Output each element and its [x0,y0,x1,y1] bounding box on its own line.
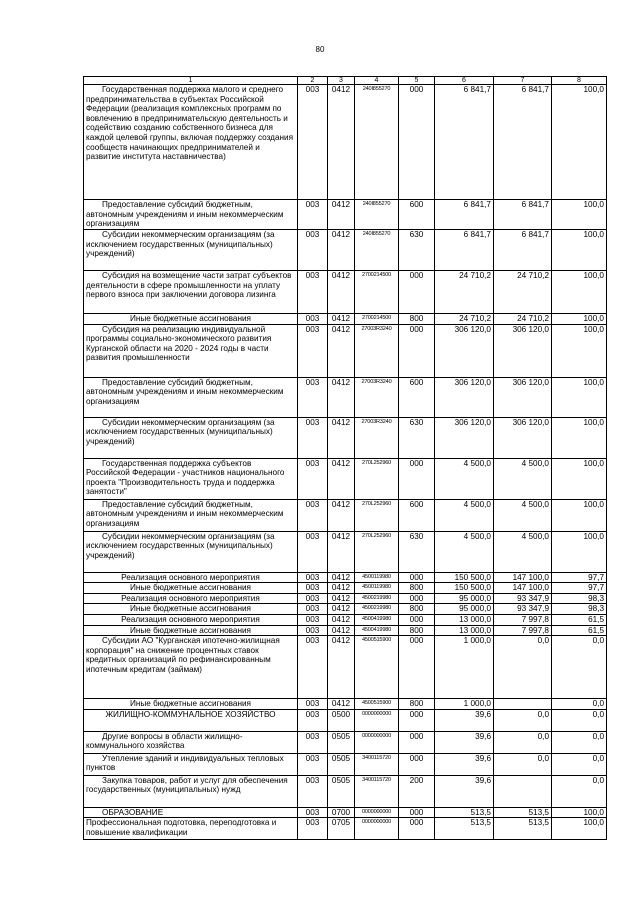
row-name: Профессиональная подготовка, переподготовка и повышение квалификации [84,818,298,840]
table-row [84,775,607,807]
value-fact: 4 500,0 [494,531,552,572]
value-pct: 0,0 [552,699,607,710]
code-rz: 0412 [328,572,355,583]
value-plan: 4 500,0 [435,499,494,531]
value-pct: 100,0 [552,200,607,230]
value-fact: 306 120,0 [494,417,552,458]
value-pct: 0,0 [552,731,607,753]
row-name: Субсидии некоммерческим организациям (за исключением государственных (муниципальных) учреждений) [84,230,298,271]
table-row [84,314,607,325]
code-csr: 3400115720 [355,775,399,807]
code-csr: 2700214500 [355,314,399,325]
code-vr: 000 [399,807,435,818]
value-fact: 306 120,0 [494,324,552,377]
row-name: ЖИЛИЩНО-КОММУНАЛЬНОЕ ХОЗЯЙСТВО [84,709,298,731]
code-csr: 4500219980 [355,604,399,615]
code-vr: 800 [399,314,435,325]
table-row [84,324,607,377]
value-pct: 100,0 [552,807,607,818]
row-name: Предоставление субсидий бюджетным, автономным учреждениям и иным некоммерческим организациям [84,499,298,531]
code-csr: 4500515900 [355,636,399,699]
code-rz: 0412 [328,593,355,604]
budget-table [83,76,607,840]
table-row [84,636,607,699]
code-ved: 003 [298,709,328,731]
code-vr: 600 [399,499,435,531]
code-vr: 800 [399,583,435,594]
value-plan: 513,5 [435,818,494,840]
row-name: Реализация основного мероприятия [84,572,298,583]
code-csr: 0000000000 [355,807,399,818]
code-ved: 003 [298,377,328,417]
code-rz: 0505 [328,775,355,807]
code-rz: 0412 [328,625,355,636]
table-row [84,583,607,594]
code-csr: 270L252960 [355,531,399,572]
value-pct: 97,7 [552,583,607,594]
table-row [84,230,607,271]
code-csr: 240I855270 [355,200,399,230]
col-header-4: 4 [355,77,399,85]
table-row [84,818,607,840]
code-csr: 3400115720 [355,753,399,775]
value-pct: 98,3 [552,593,607,604]
value-pct: 100,0 [552,531,607,572]
table-row [84,572,607,583]
code-csr: 2700214500 [355,271,399,314]
table-row [84,417,607,458]
code-csr: 0000000000 [355,731,399,753]
code-rz: 0505 [328,731,355,753]
row-name: Реализация основного мероприятия [84,593,298,604]
code-vr: 000 [399,572,435,583]
table-row [84,499,607,531]
code-ved: 003 [298,625,328,636]
table-row [84,709,607,731]
row-name: Утепление зданий и индивидуальных тепловых пунктов [84,753,298,775]
value-pct: 98,3 [552,604,607,615]
code-rz: 0412 [328,531,355,572]
value-fact [494,699,552,710]
code-rz: 0412 [328,699,355,710]
code-ved: 003 [298,499,328,531]
code-ved: 003 [298,636,328,699]
code-csr: 240I855270 [355,230,399,271]
value-pct: 100,0 [552,499,607,531]
value-plan: 1 000,0 [435,636,494,699]
value-fact: 4 500,0 [494,499,552,531]
code-csr: 4500119980 [355,572,399,583]
value-fact: 0,0 [494,636,552,699]
value-plan: 4 500,0 [435,458,494,499]
code-vr: 000 [399,614,435,625]
value-pct: 100,0 [552,818,607,840]
code-ved: 003 [298,699,328,710]
table-row [84,271,607,314]
code-rz: 0700 [328,807,355,818]
value-fact: 24 710,2 [494,314,552,325]
code-ved: 003 [298,753,328,775]
code-vr: 600 [399,377,435,417]
code-csr: 270L252960 [355,458,399,499]
code-csr: 27003R3240 [355,377,399,417]
code-vr: 600 [399,200,435,230]
code-ved: 003 [298,531,328,572]
code-vr: 000 [399,324,435,377]
table-row [84,85,607,200]
row-name: Закупка товаров, работ и услуг для обеспечения государственных (муниципальных) нужд [84,775,298,807]
value-fact [494,775,552,807]
code-ved: 003 [298,314,328,325]
value-pct: 0,0 [552,753,607,775]
value-fact: 513,5 [494,807,552,818]
value-plan: 306 120,0 [435,417,494,458]
value-fact: 6 841,7 [494,200,552,230]
code-ved: 003 [298,731,328,753]
code-rz: 0412 [328,604,355,615]
code-rz: 0412 [328,614,355,625]
value-pct: 100,0 [552,417,607,458]
value-plan: 39,6 [435,731,494,753]
row-name: Предоставление субсидий бюджетным, автономным учреждениям и иным некоммерческим организациям [84,200,298,230]
value-pct: 61,5 [552,614,607,625]
code-ved: 003 [298,807,328,818]
code-vr: 800 [399,625,435,636]
code-ved: 003 [298,818,328,840]
value-pct: 100,0 [552,230,607,271]
code-vr: 000 [399,458,435,499]
row-name: Субсидия на возмещение части затрат субъектов деятельности в сфере промышленности на уплату первого взноса при заключении договора лизинга [84,271,298,314]
code-vr: 000 [399,271,435,314]
value-plan: 24 710,2 [435,271,494,314]
value-plan: 513,5 [435,807,494,818]
page-number: 80 [315,45,325,54]
code-ved: 003 [298,417,328,458]
table-row [84,604,607,615]
value-fact: 7 997,8 [494,625,552,636]
value-plan: 95 000,0 [435,604,494,615]
row-name: Предоставление субсидий бюджетным, автономным учреждениям и иным некоммерческим организациям [84,377,298,417]
table-row [84,531,607,572]
value-fact: 93 347,9 [494,604,552,615]
value-fact: 306 120,0 [494,377,552,417]
value-fact: 0,0 [494,753,552,775]
code-ved: 003 [298,583,328,594]
row-name: Государственная поддержка малого и среднего предпринимательства в субъектах Российской Федерации (реализация комплексных программ по вовлечению в предпринимательскую деятельность и содействию созданию собственного бизнеса для каждой целевой группы, включая поддержку создания сообществ начинающих предпринимателей и развитие института наставничества) [84,85,298,200]
row-name: Иные бюджетные ассигнования [84,604,298,615]
code-rz: 0412 [328,458,355,499]
value-plan: 306 120,0 [435,324,494,377]
code-rz: 0412 [328,636,355,699]
row-name: Иные бюджетные ассигнования [84,625,298,636]
table-row [84,807,607,818]
code-ved: 003 [298,200,328,230]
code-csr: 0000000000 [355,818,399,840]
code-rz: 0412 [328,85,355,200]
value-pct: 0,0 [552,636,607,699]
col-header-5: 5 [399,77,435,85]
value-plan: 39,6 [435,709,494,731]
code-vr: 630 [399,230,435,271]
code-vr: 000 [399,593,435,604]
code-ved: 003 [298,324,328,377]
row-name: Иные бюджетные ассигнования [84,583,298,594]
value-plan: 24 710,2 [435,314,494,325]
value-fact: 6 841,7 [494,85,552,200]
col-header-6: 6 [435,77,494,85]
code-rz: 0412 [328,417,355,458]
value-plan: 95 000,0 [435,593,494,604]
code-vr: 630 [399,417,435,458]
header-row [84,77,607,85]
row-name: Субсидия на реализацию индивидуальной программы социально-экономического развития Курганской области на 2020 - 2024 годы в части развития промышленности [84,324,298,377]
value-plan: 150 500,0 [435,572,494,583]
code-ved: 003 [298,85,328,200]
code-csr: 27003R3240 [355,324,399,377]
code-vr: 800 [399,604,435,615]
code-rz: 0412 [328,271,355,314]
value-pct: 97,7 [552,572,607,583]
value-fact: 93 347,9 [494,593,552,604]
value-pct: 100,0 [552,324,607,377]
value-plan: 39,6 [435,753,494,775]
code-rz: 0412 [328,230,355,271]
col-header-8: 8 [552,77,607,85]
code-rz: 0412 [328,499,355,531]
code-csr: 4500515900 [355,699,399,710]
value-plan: 1 000,0 [435,699,494,710]
code-csr: 4500219980 [355,593,399,604]
code-vr: 000 [399,636,435,699]
value-plan: 13 000,0 [435,614,494,625]
code-rz: 0500 [328,709,355,731]
code-ved: 003 [298,593,328,604]
table-row [84,458,607,499]
value-fact: 147 100,0 [494,583,552,594]
row-name: Иные бюджетные ассигнования [84,699,298,710]
value-plan: 4 500,0 [435,531,494,572]
value-pct: 0,0 [552,775,607,807]
row-name: Другие вопросы в области жилищно-коммунального хозяйства [84,731,298,753]
col-header-2: 2 [298,77,328,85]
code-rz: 0412 [328,377,355,417]
code-ved: 003 [298,271,328,314]
code-vr: 800 [399,699,435,710]
value-pct: 100,0 [552,85,607,200]
value-plan: 6 841,7 [435,230,494,271]
code-rz: 0412 [328,583,355,594]
value-plan: 6 841,7 [435,85,494,200]
value-fact: 7 997,8 [494,614,552,625]
row-name: Государственная поддержка субъектов Российской Федерации - участников национального проекта "Производительность труда и поддержка занятости" [84,458,298,499]
table-row [84,200,607,230]
code-ved: 003 [298,572,328,583]
code-vr: 000 [399,85,435,200]
value-pct: 100,0 [552,271,607,314]
code-rz: 0412 [328,324,355,377]
value-plan: 13 000,0 [435,625,494,636]
value-pct: 61,5 [552,625,607,636]
code-ved: 003 [298,604,328,615]
code-csr: 27003R3240 [355,417,399,458]
code-rz: 0412 [328,200,355,230]
value-plan: 150 500,0 [435,583,494,594]
code-ved: 003 [298,458,328,499]
value-fact: 6 841,7 [494,230,552,271]
code-csr: 0000000000 [355,709,399,731]
code-csr: 4500119980 [355,583,399,594]
row-name: Субсидии АО "Курганская ипотечно-жилищная корпорация" на снижение процентных ставок кредитных организаций по рефинансированным ипотечным кредитам (займам) [84,636,298,699]
code-rz: 0412 [328,314,355,325]
table-row [84,625,607,636]
code-vr: 200 [399,775,435,807]
value-plan: 306 120,0 [435,377,494,417]
col-header-3: 3 [328,77,355,85]
value-plan: 39,6 [435,775,494,807]
code-vr: 630 [399,531,435,572]
code-csr: 4500419980 [355,614,399,625]
value-pct: 100,0 [552,458,607,499]
table-row [84,614,607,625]
value-fact: 0,0 [494,709,552,731]
table-row [84,699,607,710]
value-fact: 513,5 [494,818,552,840]
code-vr: 000 [399,709,435,731]
code-csr: 270L252960 [355,499,399,531]
col-header-7: 7 [494,77,552,85]
row-name: Иные бюджетные ассигнования [84,314,298,325]
value-pct: 100,0 [552,377,607,417]
code-vr: 000 [399,731,435,753]
code-csr: 240I855270 [355,85,399,200]
row-name: Субсидии некоммерческим организациям (за исключением государственных (муниципальных) учреждений) [84,531,298,572]
value-fact: 147 100,0 [494,572,552,583]
value-fact: 0,0 [494,731,552,753]
code-ved: 003 [298,775,328,807]
code-rz: 0505 [328,753,355,775]
col-header-1: 1 [84,77,298,85]
code-rz: 0705 [328,818,355,840]
row-name: Реализация основного мероприятия [84,614,298,625]
row-name: Субсидии некоммерческим организациям (за исключением государственных (муниципальных) учреждений) [84,417,298,458]
value-fact: 4 500,0 [494,458,552,499]
row-name: ОБРАЗОВАНИЕ [84,807,298,818]
code-vr: 000 [399,753,435,775]
code-vr: 000 [399,818,435,840]
value-pct: 0,0 [552,709,607,731]
table-row [84,731,607,753]
table-row [84,377,607,417]
value-fact: 24 710,2 [494,271,552,314]
value-pct: 100,0 [552,314,607,325]
value-plan: 6 841,7 [435,200,494,230]
code-ved: 003 [298,614,328,625]
code-csr: 4500419980 [355,625,399,636]
table-row [84,593,607,604]
code-ved: 003 [298,230,328,271]
table-row [84,753,607,775]
